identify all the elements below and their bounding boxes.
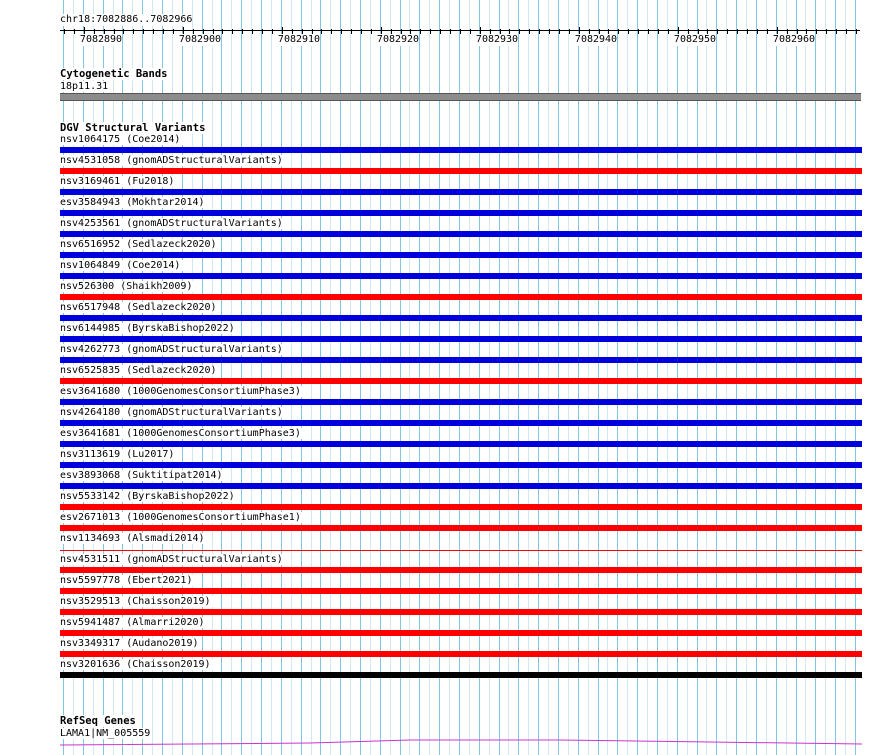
ruler-minor-tick	[173, 29, 174, 34]
sv-study: (gnomADStructuralVariants)	[126, 344, 283, 355]
ruler-minor-tick	[94, 29, 95, 34]
ruler-minor-tick	[331, 29, 332, 34]
sv-id: nsv5597778	[60, 575, 121, 586]
ruler-minor-tick	[252, 29, 253, 34]
sv-label[interactable]	[60, 428, 304, 439]
ruler-minor-tick	[361, 29, 362, 34]
sv-bar-red[interactable]	[60, 567, 862, 573]
sv-bar-red[interactable]	[60, 378, 862, 384]
sv-row[interactable]	[60, 385, 862, 406]
ruler-minor-tick	[836, 29, 837, 34]
sv-bar-red[interactable]	[60, 294, 862, 300]
ruler-minor-tick	[787, 29, 788, 34]
sv-bar-red[interactable]	[60, 525, 862, 531]
sv-row[interactable]	[60, 490, 862, 511]
sv-label[interactable]	[60, 302, 220, 313]
sv-label[interactable]	[60, 533, 208, 544]
ruler-minor-tick	[816, 29, 817, 34]
sv-bar-red[interactable]	[60, 550, 862, 551]
sv-id: nsv4253561	[60, 218, 121, 229]
sv-id: nsv4531511	[60, 554, 121, 565]
ruler-minor-tick	[509, 29, 510, 34]
ruler-minor-tick	[222, 29, 223, 34]
sv-bar-red[interactable]	[60, 588, 862, 594]
ruler-minor-tick	[312, 29, 313, 34]
sv-label[interactable]	[60, 470, 226, 481]
cytoband-bar[interactable]	[60, 93, 861, 101]
sv-label[interactable]	[60, 155, 286, 166]
ruler-minor-tick	[569, 29, 570, 34]
ruler-tick-label: 7082950	[673, 34, 717, 45]
sv-label[interactable]	[60, 344, 286, 355]
sv-id: nsv6516952	[60, 239, 121, 250]
ruler-minor-tick	[519, 29, 520, 34]
ruler-minor-tick	[856, 29, 857, 34]
ruler-minor-tick	[114, 29, 115, 34]
sv-row[interactable]	[60, 301, 862, 322]
ruler-minor-tick	[203, 29, 204, 34]
ruler-minor-tick	[450, 29, 451, 34]
sv-row[interactable]	[60, 280, 862, 301]
sv-id: nsv3529513	[60, 596, 121, 607]
sv-bar-blue[interactable]	[60, 210, 862, 216]
sv-bar-blue[interactable]	[60, 231, 862, 237]
sv-row[interactable]	[60, 511, 862, 532]
gene-model-line[interactable]	[60, 736, 862, 746]
sv-row[interactable]	[60, 364, 862, 385]
sv-id: nsv526300	[60, 281, 115, 292]
sv-id: nsv5941487	[60, 617, 121, 628]
ruler-minor-tick	[668, 29, 669, 34]
sv-label[interactable]	[60, 617, 208, 628]
sv-study: (Mokhtar2014)	[126, 197, 205, 208]
sv-bar-blue[interactable]	[60, 483, 862, 489]
ruler-minor-tick	[391, 29, 392, 34]
sv-study: (Ebert2021)	[126, 575, 193, 586]
sv-row[interactable]	[60, 595, 862, 616]
ruler-minor-tick	[242, 29, 243, 34]
ruler-tick-label: 7082920	[376, 34, 420, 45]
sv-bar-red[interactable]	[60, 609, 862, 615]
ruler-minor-tick	[351, 29, 352, 34]
ruler-minor-tick	[757, 29, 758, 34]
sv-bar-blue[interactable]	[60, 147, 862, 153]
sv-row[interactable]	[60, 175, 862, 196]
sv-id: nsv4264180	[60, 407, 121, 418]
ruler-minor-tick	[163, 29, 164, 34]
sv-bar-blue[interactable]	[60, 252, 862, 258]
ruler-minor-tick	[430, 29, 431, 34]
ruler-minor-tick	[321, 29, 322, 34]
ruler-minor-tick	[678, 29, 679, 34]
ruler-minor-tick	[460, 29, 461, 34]
sv-label[interactable]	[60, 218, 286, 229]
ruler-minor-tick	[500, 29, 501, 34]
ruler-minor-tick	[539, 29, 540, 34]
sv-label[interactable]	[60, 365, 220, 376]
ruler-minor-tick	[618, 29, 619, 34]
coordinate-ruler[interactable]	[0, 0, 890, 60]
sv-study: (Sedlazeck2020)	[126, 365, 217, 376]
ruler-minor-tick	[381, 29, 382, 34]
ruler-tick-label: 7082940	[574, 34, 618, 45]
ruler-minor-tick	[74, 29, 75, 34]
ruler-minor-tick	[767, 29, 768, 34]
sv-label[interactable]	[60, 407, 286, 418]
sv-row[interactable]	[60, 532, 862, 553]
sv-study: (Audano2019)	[126, 638, 199, 649]
ruler-minor-tick	[133, 29, 134, 34]
sv-id: esv2671013	[60, 512, 121, 523]
track-title-refseq-genes[interactable]: RefSeq Genes	[60, 715, 136, 727]
sv-row[interactable]	[60, 406, 862, 427]
sv-bar-red[interactable]	[60, 504, 862, 510]
sv-row[interactable]	[60, 154, 862, 175]
ruler-minor-tick	[272, 29, 273, 34]
position-range: chr18:7082886..7082966	[60, 14, 193, 25]
ruler-minor-tick	[420, 29, 421, 34]
sv-bar-blue[interactable]	[60, 273, 862, 279]
ruler-minor-tick	[599, 29, 600, 34]
sv-row[interactable]	[60, 427, 862, 448]
ruler-minor-tick	[440, 29, 441, 34]
ruler-minor-tick	[628, 29, 629, 34]
sv-label[interactable]	[60, 596, 214, 607]
sv-label[interactable]	[60, 512, 304, 523]
ruler-tick-label: 7082890	[79, 34, 123, 45]
sv-label[interactable]	[60, 575, 195, 586]
sv-id: nsv6517948	[60, 302, 121, 313]
ruler-tick-label: 7082930	[475, 34, 519, 45]
ruler-minor-tick	[589, 29, 590, 34]
sv-id: esv3584943	[60, 197, 121, 208]
ruler-minor-tick	[658, 29, 659, 34]
ruler-minor-tick	[480, 29, 481, 34]
sv-study: (1000GenomesConsortiumPhase3)	[126, 386, 301, 397]
sv-id: nsv5533142	[60, 491, 121, 502]
sv-study: (Almarri2020)	[126, 617, 205, 628]
sv-label[interactable]	[60, 638, 202, 649]
ruler-minor-tick	[143, 29, 144, 34]
sv-id: nsv1064849	[60, 260, 121, 271]
sv-id: nsv6144985	[60, 323, 121, 334]
sv-bar-blue[interactable]	[60, 420, 862, 426]
ruler-minor-tick	[123, 29, 124, 34]
sv-id: nsv3113619	[60, 449, 121, 460]
ruler-minor-tick	[193, 29, 194, 34]
sv-id: nsv6525835	[60, 365, 121, 376]
ruler-minor-tick	[608, 29, 609, 34]
sv-row[interactable]	[60, 574, 862, 595]
ruler-tick-label: 7082960	[772, 34, 816, 45]
sv-id: nsv1134693	[60, 533, 121, 544]
ruler-minor-tick	[529, 29, 530, 34]
sv-study: (Sedlazeck2020)	[126, 239, 217, 250]
sv-row[interactable]	[60, 448, 862, 469]
ruler-minor-tick	[232, 29, 233, 34]
track-title-cytogenetic-bands[interactable]: Cytogenetic Bands	[60, 68, 168, 80]
sv-label[interactable]	[60, 281, 195, 292]
sv-id: esv3641681	[60, 428, 121, 439]
sv-row[interactable]	[60, 133, 862, 154]
sv-bar-black[interactable]	[60, 672, 862, 678]
sv-study: (1000GenomesConsortiumPhase1)	[126, 512, 301, 523]
sv-bar-blue[interactable]	[60, 357, 862, 363]
sv-study: (Chaisson2019)	[126, 596, 211, 607]
sv-label[interactable]	[60, 134, 183, 145]
ruler-minor-tick	[213, 29, 214, 34]
ruler-minor-tick	[104, 29, 105, 34]
ruler-minor-tick	[292, 29, 293, 34]
ruler-minor-tick	[410, 29, 411, 34]
sv-id: nsv3169461	[60, 176, 121, 187]
gene-label[interactable]: LAMA1|NM_005559	[60, 728, 151, 739]
sv-label[interactable]	[60, 386, 304, 397]
sv-id: nsv4262773	[60, 344, 121, 355]
sv-row[interactable]	[60, 469, 862, 490]
sv-study: (1000GenomesConsortiumPhase3)	[126, 428, 301, 439]
sv-id: esv3893068	[60, 470, 121, 481]
sv-row[interactable]	[60, 658, 862, 679]
ruler-minor-tick	[183, 29, 184, 34]
sv-study: (gnomADStructuralVariants)	[126, 155, 283, 166]
sv-study: (Lu2017)	[126, 449, 175, 460]
ruler-minor-tick	[153, 29, 154, 34]
sv-bar-red[interactable]	[60, 651, 862, 657]
sv-bar-red[interactable]	[60, 168, 862, 174]
sv-study: (Sedlazeck2020)	[126, 302, 217, 313]
sv-study: (gnomADStructuralVariants)	[126, 554, 283, 565]
sv-study: (Fu2018)	[126, 176, 175, 187]
ruler-tick-label: 7082910	[277, 34, 321, 45]
ruler-minor-tick	[470, 29, 471, 34]
ruler-minor-tick	[262, 29, 263, 34]
ruler-minor-tick	[777, 29, 778, 34]
ruler-minor-tick	[549, 29, 550, 34]
ruler-minor-tick	[648, 29, 649, 34]
sv-bar-red[interactable]	[60, 630, 862, 636]
sv-id: nsv3201636	[60, 659, 121, 670]
sv-label[interactable]	[60, 176, 177, 187]
ruler-minor-tick	[797, 29, 798, 34]
sv-row[interactable]	[60, 196, 862, 217]
dgv-variant-list	[60, 133, 862, 679]
sv-bar-blue[interactable]	[60, 189, 862, 195]
ruler-minor-tick	[579, 29, 580, 34]
sv-label[interactable]	[60, 239, 220, 250]
ruler-minor-tick	[698, 29, 699, 34]
sv-study: (Coe2014)	[126, 134, 181, 145]
sv-label[interactable]	[60, 554, 286, 565]
ruler-minor-tick	[747, 29, 748, 34]
ruler-minor-tick	[559, 29, 560, 34]
sv-study: (Suktitipat2014)	[126, 470, 223, 481]
sv-study: (ByrskaBishop2022)	[126, 491, 235, 502]
ruler-minor-tick	[64, 29, 65, 34]
sv-row[interactable]	[60, 238, 862, 259]
ruler-minor-tick	[707, 29, 708, 34]
ruler-minor-tick	[806, 29, 807, 34]
ruler-tick-label: 7082900	[178, 34, 222, 45]
ruler-minor-tick	[84, 29, 85, 34]
sv-label[interactable]	[60, 449, 177, 460]
sv-id: esv3641680	[60, 386, 121, 397]
sv-row[interactable]	[60, 322, 862, 343]
sv-study: (gnomADStructuralVariants)	[126, 218, 283, 229]
sv-row[interactable]	[60, 343, 862, 364]
gene-transcript-path	[60, 740, 862, 745]
sv-label[interactable]	[60, 491, 238, 502]
ruler-minor-tick	[846, 29, 847, 34]
sv-id: nsv4531058	[60, 155, 121, 166]
sv-row[interactable]	[60, 553, 862, 574]
ruler-minor-tick	[688, 29, 689, 34]
sv-study: (gnomADStructuralVariants)	[126, 407, 283, 418]
sv-row[interactable]	[60, 637, 862, 658]
ruler-minor-tick	[826, 29, 827, 34]
sv-study: (Coe2014)	[126, 260, 181, 271]
sv-row[interactable]	[60, 616, 862, 637]
sv-bar-blue[interactable]	[60, 441, 862, 447]
ruler-minor-tick	[341, 29, 342, 34]
sv-study: (ByrskaBishop2022)	[126, 323, 235, 334]
cytoband-label: 18p11.31	[60, 81, 109, 92]
sv-bar-blue[interactable]	[60, 399, 862, 405]
sv-row[interactable]	[60, 217, 862, 238]
sv-id: nsv3349317	[60, 638, 121, 649]
sv-label[interactable]	[60, 260, 183, 271]
ruler-minor-tick	[737, 29, 738, 34]
ruler-minor-tick	[371, 29, 372, 34]
ruler-minor-tick	[638, 29, 639, 34]
ruler-minor-tick	[401, 29, 402, 34]
sv-study: (Shaikh2009)	[120, 281, 193, 292]
sv-study: (Chaisson2019)	[126, 659, 211, 670]
sv-id: nsv1064175	[60, 134, 121, 145]
ruler-minor-tick	[490, 29, 491, 34]
sv-row[interactable]	[60, 259, 862, 280]
sv-label[interactable]	[60, 197, 208, 208]
sv-bar-blue[interactable]	[60, 336, 862, 342]
sv-label[interactable]	[60, 323, 238, 334]
ruler-minor-tick	[717, 29, 718, 34]
ruler-minor-tick	[727, 29, 728, 34]
ruler-minor-tick	[302, 29, 303, 34]
track-title-dgv-structural-variants[interactable]: DGV Structural Variants	[60, 122, 206, 134]
sv-bar-blue[interactable]	[60, 315, 862, 321]
ruler-minor-tick	[282, 29, 283, 34]
sv-bar-blue[interactable]	[60, 462, 862, 468]
sv-label[interactable]	[60, 659, 214, 670]
sv-study: (Alsmadi2014)	[126, 533, 205, 544]
